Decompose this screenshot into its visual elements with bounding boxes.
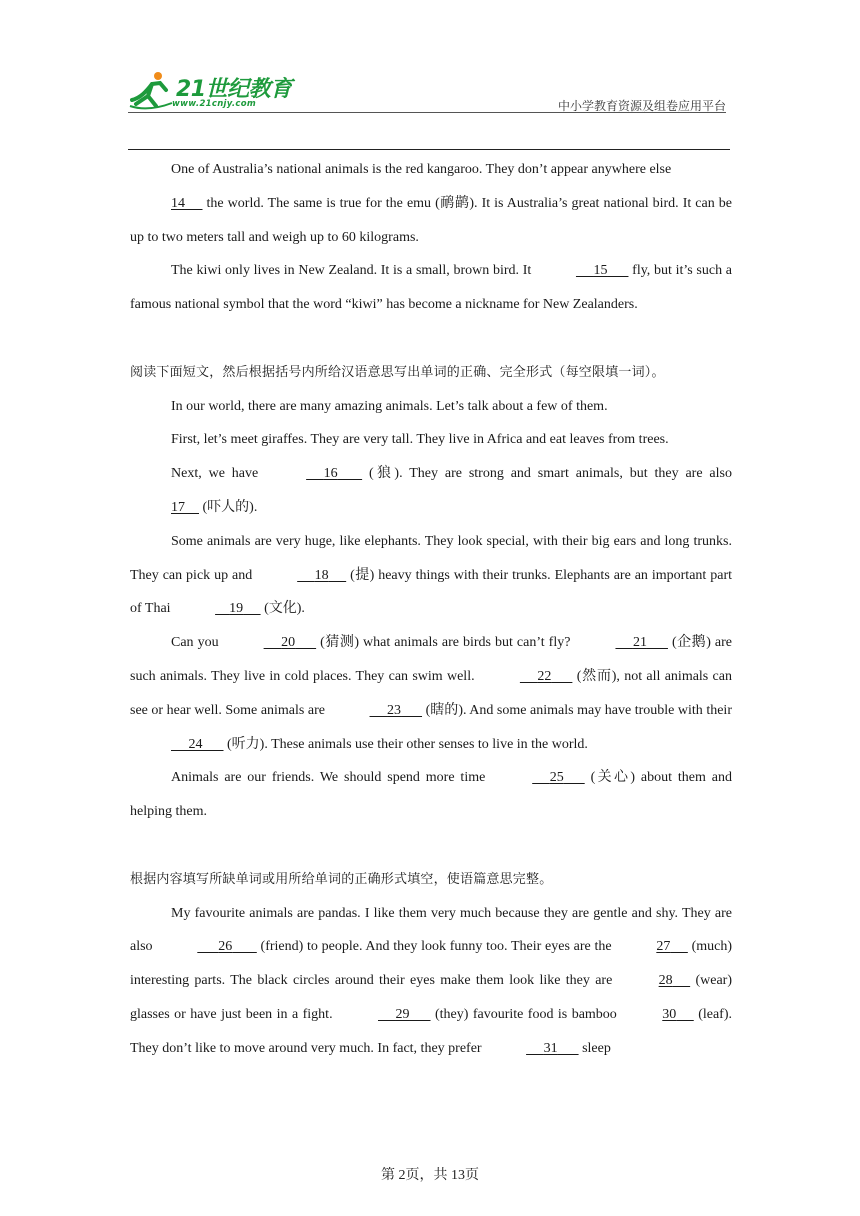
section2-paragraph4: Some animals are very huge, like elephants. They look special, with their big ears and long trunks. They can pick up and 18 (提) heavy things with their trunks. Elephants are an important part of Thai 19 (文化). [130,525,732,626]
blank-23[interactable]: 23 [387,702,402,718]
blank-17[interactable]: 17 [171,499,185,515]
section2-paragraph5: Can you 20 (猜测) what animals are birds but can’t fly? 21 (企鹅) are such animals. They live in cold places. They can swim well. 22 (然而), not all animals can see or hear well. Some animals are 23 (瞎的). And some animals may have trouble with their 24 (听力). These animals use their other senses to live in the world. [130,626,732,761]
section2-paragraph2: First, let’s meet giraffes. They are very tall. They live in Africa and eat leaves from trees. [171,432,669,448]
section2-paragraph6: Animals are our friends. We should spend more time 25 (关心) about them and helping them. [130,761,732,829]
header-divider [128,112,726,113]
document-body [130,153,732,1066]
platform-name: 中小学教育资源及组卷应用平台 [557,99,726,113]
blank-15[interactable]: 15 [593,263,608,279]
blank-24[interactable]: 24 [188,736,203,752]
section3-paragraph1: My favourite animals are pandas. I like them very much because they are gentle and shy. They are also 26 (friend) to people. And they look funny too. Their eyes are the 27 (much) interesting parts. The black circles around their eyes make them look like they are 28 (wear) glasses or have just been in a fight. 29 (they) favourite food is bamboo 30 (leaf). They don’t like to move around very much. In fact, they prefer 31 sleep [130,897,732,1066]
blank-18[interactable]: 18 [314,567,329,583]
blank-30[interactable]: 30 [662,1006,677,1022]
page-number: 第 2页，共 13页 [381,1168,479,1183]
section3-instruction: 根据内容填写所缺单词或用所给单词的正确形式填空，使语篇意思完整。 [130,871,553,887]
section2-paragraph3: Next, we have 16 (狼). They are strong and smart animals, but they are also 17 (吓人的). [130,457,732,525]
logo-url: www.21cnjy.com [172,99,256,109]
blank-16[interactable]: 16 [323,466,338,482]
blank-25[interactable]: 25 [549,770,564,786]
blank-29[interactable]: 29 [395,1006,410,1022]
blank-20[interactable]: 20 [281,635,296,651]
passage1-paragraph1: One of Australia’s national animals is the red kangaroo. They don’t appear anywhere else 14 the world. The same is true for the emu (鸸鹋). It is Australia’s great national bird. It can be up to two meters tall and weigh up to 60 kilograms. [130,162,732,245]
logo [128,66,298,114]
logo-text: 21世纪教育 [176,77,292,102]
content-divider [128,149,730,150]
section2-instruction: 阅读下面短文，然后根据括号内所给汉语意思写出单词的正确、完全形式（每空限填一词）。 [130,364,665,380]
blank-31[interactable]: 31 [543,1040,558,1056]
page-header [128,66,728,116]
blank-22[interactable]: 22 [537,668,552,684]
blank-14[interactable]: 14 [171,195,185,211]
blank-19[interactable]: 19 [229,601,244,617]
blank-21[interactable]: 21 [632,635,647,651]
running-figure-icon [128,70,176,110]
section2-paragraph1: In our world, there are many amazing animals. Let’s talk about a few of them. [171,398,608,414]
passage1-paragraph2: The kiwi only lives in New Zealand. It is a small, brown bird. It 15 fly, but it’s such a famous national symbol that the word “kiwi” has become a nickname for New Zealanders. [130,254,732,322]
blank-26[interactable]: 26 [218,939,233,955]
blank-27[interactable]: 27 [656,939,671,955]
blank-28[interactable]: 28 [658,973,673,989]
